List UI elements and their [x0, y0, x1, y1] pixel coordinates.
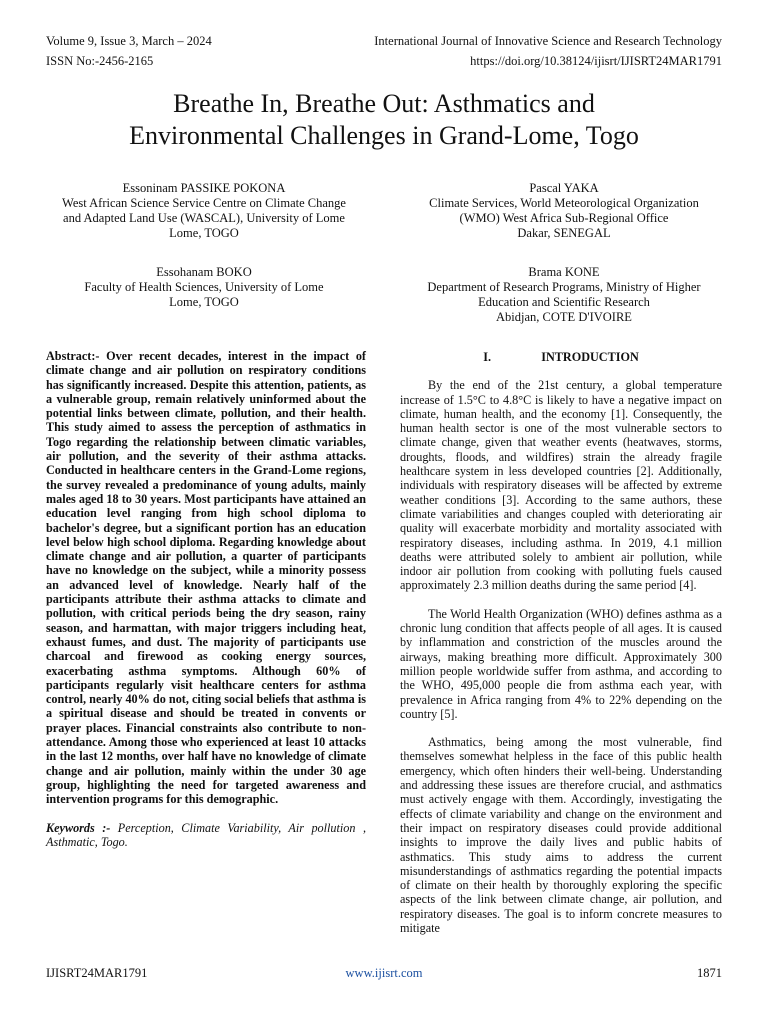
author-affiliation: (WMO) West Africa Sub-Regional Office [459, 211, 669, 225]
body-paragraph: The World Health Organization (WHO) defines asthma as a chronic lung condition that affects people of all ages. It is caused by inflammation and constriction of the muscles around the airways, making breathing more difficult. Approximately 300 million people worldwide suffer from asthma, and according to the WHO, 495,000 people die from asthma each year, with prevalence in Africa ranging from 4% to 22% depending on the country [5]. [400, 606, 722, 721]
author-name: Brama KONE [528, 265, 600, 279]
author-block [400, 181, 728, 241]
author-block [40, 265, 368, 310]
body-paragraph: Asthmatics, being among the most vulnerable, find themselves somewhat helpless in the face of this public health emergency, which often hinders their well-being. Understanding and addressing these issues are therefore crucial, and asthmatics must actively engage with them. Accordingly, investigating the effects of climate variability and change on the environment and their impact on respiratory diseases could provide additional insights to improve the daily lives and public habits of asthmatics. This study aims to address the current misunderstandings of asthmatics regarding the potential impacts of climate on their health by thoroughly exploring the specific aspects of the link between climate change, air pollution, and respiratory diseases. The goal is to inform concrete measures to mitigate [400, 735, 722, 935]
body-paragraph: By the end of the 21st century, a global temperature increase of 1.5°C to 4.8°C is likely to have a negative impact on climate, human health, and the economy [1]. Consequently, the human health sector is one of the most vulnerable sectors to climate change, given that weather events (heatwaves, storms, droughts, floods, and wildfires) strain the already fragile healthcare system in less developed countries [2]. Additionally, individuals with respiratory diseases will be affected by extreme weather conditions [3]. According to the same authors, these climate variabilities and changes coupled with deteriorating air quality will exacerbate morbidity and mortality associated with respiratory diseases, including asthma. In 2019, 4.1 million deaths were attributed solely to ambient air pollution, while indoor air pollution from cooking with polluting fuels caused approximately 2.3 million deaths during the same period [4]. [400, 378, 722, 593]
author-name: Essoninam PASSIKE POKONA [122, 181, 286, 195]
author-affiliation: Lome, TOGO [169, 295, 239, 309]
page-number: 1871 [697, 966, 722, 980]
keywords-label: Keywords :- [46, 820, 111, 835]
author-affiliation: Department of Research Programs, Ministry of Higher [427, 280, 701, 294]
footer-website-link[interactable]: www.ijisrt.com [345, 966, 423, 980]
author-name: Essohanam BOKO [156, 265, 252, 279]
keywords-text: Perception, Climate Variability, Air pollution , Asthmatic, Togo. [46, 820, 366, 849]
issn: ISSN No:-2456-2165 [46, 54, 154, 68]
author-affiliation: and Adapted Land Use (WASCAL), University of Lome [63, 211, 345, 225]
author-affiliation: Lome, TOGO [169, 226, 239, 240]
abstract: Abstract:- Over recent decades, interest in the impact of climate change and air pollution on respiratory conditions has significantly increased. Despite this attention, patients, as a vulnerable group, remain relatively uninformed about the potential links between climate, pollution, and their health. This study aimed to assess the perception of asthmatics in Togo regarding the relationship between climatic variables, air pollution, and the severity of their asthma attacks. Conducted in healthcare centers in the Grand-Lome regions, the survey revealed a predominance of young adults, mainly males aged 18 to 30 years. Most participants have attained an education level ranging from high school diploma to bachelor's degree, but a significant portion has an education level below high school diploma. Regarding knowledge about climate change and air pollution, a quarter of participants have no knowledge on the subject, while a minority possess an advanced level of knowledge. Nearly half of the participants attribute their asthma attacks to climate and pollution, with critical periods being the dry season, rainy season, and harmattan, with major triggers including heat, exhaust fumes, and dust. The majority of participants use charcoal and firewood as cooking energy sources, exacerbating asthma symptoms. Although 60% of participants regularly visit healthcare centers for asthma control, nearly 40% do not, citing social beliefs that asthma is a spiritual disease and should be treated in convents or prayer places. Financial constraints also contribute to non-attendance. Among those who experienced at least 10 attacks in the last 12 months, over half have no knowledge of climate change and air pollution, mainly within the under 30 age group, highlighting the need for targeted awareness and intervention programs for this demographic. [46, 349, 366, 807]
author-block [400, 265, 728, 325]
author-affiliation: Abidjan, COTE D'IVOIRE [496, 310, 632, 324]
author-affiliation: West African Science Service Centre on Climate Change [62, 196, 346, 210]
author-affiliation: Dakar, SENEGAL [517, 226, 611, 240]
section-number: I. [483, 350, 492, 364]
author-name: Pascal YAKA [529, 181, 599, 195]
section-heading [400, 350, 722, 364]
section-title: INTRODUCTION [541, 350, 639, 364]
journal-name: International Journal of Innovative Science and Research Technology [374, 34, 722, 48]
footer-paper-id: IJISRT24MAR1791 [46, 966, 148, 980]
author-block [40, 181, 368, 241]
title-line-2: Environmental Challenges in Grand-Lome, Togo [129, 121, 639, 150]
paper-title [40, 88, 728, 152]
volume-issue: Volume 9, Issue 3, March – 2024 [46, 34, 212, 48]
author-affiliation: Faculty of Health Sciences, University of Lome [84, 280, 324, 294]
keywords [46, 821, 366, 850]
author-affiliation: Education and Scientific Research [478, 295, 650, 309]
right-column [400, 349, 722, 949]
left-column [46, 349, 366, 849]
doi-link[interactable]: https://doi.org/10.38124/ijisrt/IJISRT24MAR1791 [470, 54, 722, 68]
author-affiliation: Climate Services, World Meteorological Organization [429, 196, 699, 210]
title-line-1: Breathe In, Breathe Out: Asthmatics and [173, 89, 595, 118]
